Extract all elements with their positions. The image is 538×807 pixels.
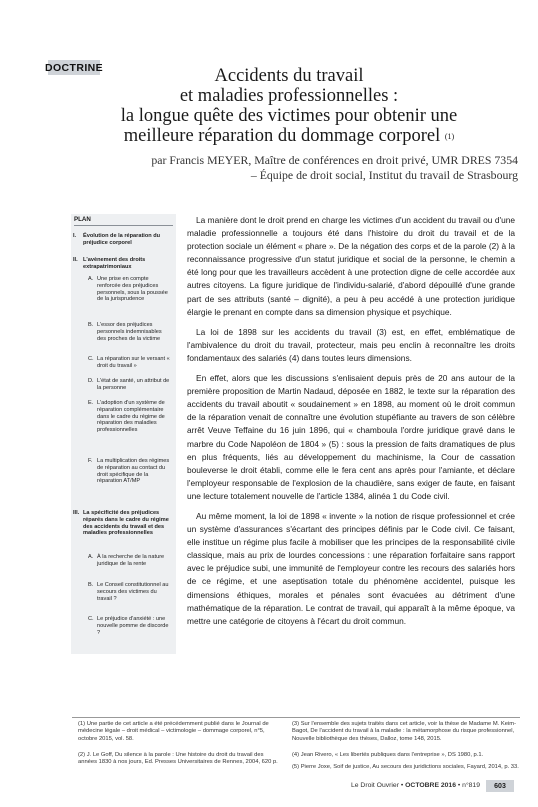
plan-box [71,214,176,654]
journal-issue: • n°819 [457,782,480,789]
plan-item-number: C. [88,616,94,622]
plan-item-text: La multiplication des régimes de réparation au contact du droit spécifique de la réparation AT/MP [97,458,170,485]
plan-subitem [88,322,171,342]
plan-item-text: Le préjudice d'anxiété : une nouvelle pomme de discorde ? [97,616,169,636]
journal-month: OCTOBRE 2016 [405,782,456,789]
plan-item-text: L'essor des préjudices personnels indemnisables des proches de la victime [97,322,162,342]
plan-item-number: F. [88,458,93,464]
plan-item-number: II. [73,257,78,263]
plan-item-text: La spécificité des préjudices réparés dans le cadre du régime des accidents du travail et des maladies professionnelles [83,510,169,537]
footnotes [72,717,520,778]
plan-item-number: A. [88,276,94,282]
plan-item [73,233,171,247]
footnote: (5) Pierre Joxe, Soif de justice, Au secours des juridictions sociales, Fayard, 2014, p. 33. [292,764,519,770]
plan-subitem [88,616,171,636]
title-line: et maladies professionnelles : [179,86,399,106]
plan-item-text: L'adoption d'un système de réparation complémentaire dans le cadre du régime de réparation des maladies professionnelles [97,400,165,434]
plan-item-text: La réparation sur le versant « droit du travail » [97,356,170,369]
author-affiliation: – Équipe de droit social, Institut du travail de Strasbourg [250,168,518,182]
title-line-text: meilleure réparation du dommage corporel [123,126,441,146]
footnote: (4) Jean Rivero, « Les libertés publiques dans l'entreprise », DS 1980, p.1. [292,752,484,758]
journal-source [351,782,480,789]
plan-item-number: B. [88,582,94,588]
plan-item-text: L'état de santé, un attribut de la personne [97,378,170,391]
title-line: Accidents du travail [214,66,364,86]
plan-item-number: C. [88,356,94,362]
article-body [187,214,515,635]
title-footnote-ref: (1) [444,132,455,141]
plan-subitem [88,378,171,392]
body-paragraph: La loi de 1898 sur les accidents du travail (3) est, en effet, emblématique de l'ambivalence du droit du travail, protecteur, mais peu enclin à reconnaître les droits fondamentaux des salariés (4) dans toutes leurs dimensions. [187,326,515,363]
section-rubric: DOCTRINE [44,61,104,74]
plan-subitem [88,356,171,370]
footnote: (3) Sur l'ensemble des sujets traités dans cet article, voir la thèse de Madame M. Keim-Bagot, De l'accident du travail à la maladie : la métamorphose du risque professionnel, Nouvelle bibliothèque des thèses, Dalloz, tome 148, 2015. [292,721,517,742]
plan-item-text: Évolution de la réparation du préjudice corporel [83,233,161,246]
plan-subitem [88,400,171,434]
plan-item-number: D. [88,378,94,384]
author-block [60,153,518,183]
author-line: par Francis MEYER, Maître de conférences en droit privé, UMR DRES 7354 [151,153,518,167]
journal-name: Le Droit Ouvrier • [350,782,404,789]
plan-item [73,257,171,271]
plan-item-number: III. [73,510,80,516]
plan-subitem [88,276,171,303]
plan-subitem [88,554,171,568]
plan-item [73,510,171,537]
plan-item-text: L'avènement des droits extrapatrimoniaux [83,257,146,270]
plan-item-number: B. [88,322,94,328]
body-paragraph: La manière dont le droit prend en charge les victimes d'un accident du travail ou d'une maladie professionnelle a toujours été dans l'histoire du droit du travail et de la protection sociale un élément « phare ». De la négation des corps et de la parole (2) à la reconnaissance progressive d'un statut juridique et social de la personne, le chemin a été long pour que les travailleurs accèdent à une protection digne de celle accordée aux autres citoyens. La figure juridique de l'individu-salarié, d'abord dépouillé d'une grande part de ses attributs (santé – dignité), a peu à peu accédé à une protection juridique élargie le prenant en compte dans sa dimension physique et psychique. [187,215,515,317]
plan-item-text: Le Conseil constitutionnel au secours des victimes du travail ? [97,582,169,602]
body-paragraph: En effet, alors que les discussions s'enlisaient depuis près de 20 ans autour de la première proposition de Martin Nadaud, déposée en 1882, le texte sur la réparation des accidents du travail aboutit « soudainement » en 1898, au moment où le droit commun de la réparation venait de connaître une évolution stupéfiante au travers de son célèbre arrêt Veuve Teffaine du 16 juin 1896, qui « chamboula l'ordre juridique gravé dans le marbre du Code Napoléon de 1804 » (5) : sous la pression de faits dramatiques de plus en plus fréquents, liés au développement du machinisme, la Cour de cassation bouleverse le droit établi, comme elle le fera cent ans après pour l'amiante, et déclare l'employeur responsable de l'explosion de la chaudière, sans exiger de faute, en faisant une lecture totalement nouvelle de l'article 1384, alinéa 1 du Code civil. [187,373,515,501]
plan-subitem [88,582,171,602]
footnote: (1) Une partie de cet article a été précédemment publié dans le Journal de médecine légale – droit médical – victimologie – dommage corporel, n°5, octobre 2015, vol. 58. [78,721,269,742]
plan-item-text: Une prise en compte renforcée des préjudices personnels, sous la poussée de la jurisprudence [97,276,168,303]
plan-heading: PLAN [74,216,91,223]
footnote: (2) J. Le Goff, Du silence à la parole : Une histoire du droit du travail des années 1830 à nos jours, Ed. Presses Universitaires de Rennes, 2004, 620 p. [78,752,278,766]
plan-item-number: A. [88,554,94,560]
plan-item-text: À la recherche de la nature juridique de la rente [97,554,165,567]
plan-item-number: I. [73,233,77,239]
body-paragraph: Au même moment, la loi de 1898 « invente » la notion de risque professionnel et crée un système d'assurances s'écartant des principes définis par le Code civil. Ce faisant, elle institue un régime plus facile à mobiliser que les principes de la responsabilité civile classique, mais au prix de lourdes concessions : une réparation forfaitaire sans rapport avec le préjudice subi, une immunité de l'employeur contre les recours des salariés hors de ce régime, et une aseptisation totale du phénomène accidentel, puisque les dimensions éthiques, morales et pénales sont évacuées au détriment d'une mathématique de la réparation. Le contrat de travail, qui apparaît à la même époque, va mettre une catégorie de citoyens à l'écart du droit commun. [187,510,515,626]
page-number: 603 [486,780,514,792]
title-line [60,126,518,147]
plan-subitem [88,458,171,485]
plan-divider [74,225,173,226]
plan-item-number: E. [88,400,94,406]
title-line: la longue quête des victimes pour obtenir une [120,106,458,126]
article-title [60,66,518,147]
